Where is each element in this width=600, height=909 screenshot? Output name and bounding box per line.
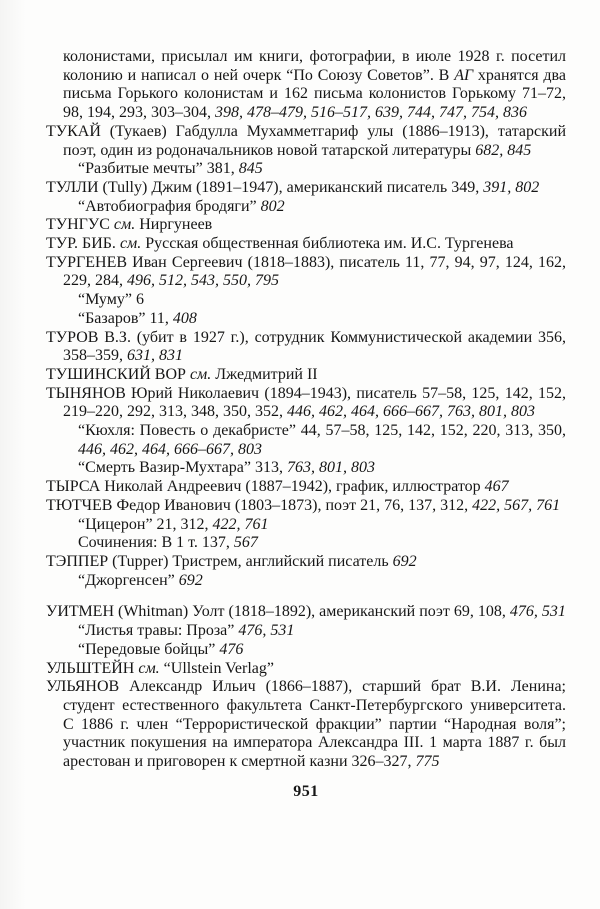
text-segment: Сочинения: В 1 т. 137, <box>78 534 234 552</box>
italic-text-segment: 763, 801, 803 <box>286 459 375 477</box>
italic-text-segment: 631, 831 <box>127 347 183 365</box>
italic-text-segment: 567 <box>233 534 258 552</box>
index-subentry <box>46 310 566 329</box>
page-number: 951 <box>293 782 319 800</box>
text-segment: “Передовые бойцы” <box>78 640 220 658</box>
index-subentry <box>46 534 566 553</box>
italic-text-segment: 422, 567, 761 <box>472 496 561 514</box>
italic-text-segment: 398, 478–479, 516–517, 639, 744, 747, 754, 836 <box>215 104 527 122</box>
text-segment: “Листья травы: Проза” <box>78 622 239 640</box>
italic-text-segment: 476 <box>219 640 244 658</box>
text-segment: ТУКАЙ (Тукаев) Габдулла Мухамметгариф улы (1886–1913), татарский поэт, один из родоначальников новой татарской литературы <box>46 122 566 159</box>
italic-text-segment: АГ <box>454 66 474 84</box>
text-segment: “Муму” 6 <box>78 291 144 309</box>
text-segment: УЛЬШТЕЙН <box>46 659 139 677</box>
index-entry <box>46 123 566 160</box>
text-segment: ТЭППЕР (Tupper) Тристрем, английский писатель <box>46 552 393 570</box>
italic-text-segment: 391, 802 <box>483 178 540 196</box>
index-entry <box>46 235 566 254</box>
index-entry <box>46 366 566 385</box>
italic-text-segment: 467 <box>484 478 509 496</box>
index-entry <box>46 553 566 572</box>
text-segment: УЛЬЯНОВ Александр Ильич (1866–1887), старший брат В.И. Ленина; студент естественного факультета Санкт-Петербургского университета. С 1886 г. член “Террористической фракции” партии “Народная воля”; участник покушения на императора Александра III. 1 марта 1887 г. был арестован и приговорен к смертной казни 326–327, <box>46 678 566 771</box>
index-subentry <box>46 291 566 310</box>
text-segment: “Цицерон” 21, 312, <box>78 515 213 533</box>
text-segment: “Ullstein Verlag” <box>159 659 275 677</box>
index-entry <box>46 48 566 123</box>
index-subentry <box>46 622 566 641</box>
index-entry <box>46 216 566 235</box>
index-entry <box>46 660 566 679</box>
text-segment: УИТМЕН (Whitman) Уолт (1818–1892), американский поэт 69, 108, <box>46 603 510 621</box>
index-subentry <box>46 516 566 535</box>
text-segment: “Смерть Вазир-Мухтара” 313, <box>78 459 287 477</box>
index-entry <box>46 179 566 198</box>
text-segment: ТУРОВ В.З. (убит в 1927 г.), сотрудник Коммунистической академии 356, 358–359, <box>46 328 566 365</box>
text-segment: “Разбитые мечты” 381, <box>78 160 239 178</box>
index-entry <box>46 385 566 422</box>
text-segment: ТУШИНСКИЙ ВОР <box>46 365 190 383</box>
index-subentry <box>46 198 566 217</box>
italic-text-segment: 775 <box>415 753 440 771</box>
text-segment: “Автобиография бродяги” <box>78 197 261 215</box>
index-text <box>46 48 566 801</box>
italic-text-segment: 692 <box>178 571 203 589</box>
italic-text-segment: см. <box>119 235 142 253</box>
index-subentry <box>46 459 566 478</box>
italic-text-segment: 476, 531 <box>238 622 295 640</box>
italic-text-segment: см. <box>113 216 136 234</box>
text-segment: “Джоргенсен” <box>78 571 179 589</box>
text-segment: Русская общественная библиотека им. И.С. Тургенева <box>141 235 514 253</box>
index-entry <box>46 678 566 772</box>
text-segment: “Кюхля: Повесть о декабристе” 44, 57–58, 125, 142, 152, 220, 313, 350, <box>78 422 566 440</box>
text-segment: ТУЛЛИ (Tully) Джим (1891–1947), американский писатель 349, <box>46 178 484 196</box>
italic-text-segment: 422, 761 <box>212 515 269 533</box>
italic-text-segment: 802 <box>260 197 285 215</box>
text-segment: колонистами, присылал им книги, фотографии, в июле 1928 г. посетил колонию и написал о ней очерк “По Союзу Советов”. В <box>63 48 566 84</box>
italic-text-segment: 408 <box>172 309 197 327</box>
italic-text-segment: 692 <box>392 552 417 570</box>
text-segment: Лжедмитрий II <box>211 365 318 383</box>
italic-text-segment: см. <box>189 365 212 383</box>
text-segment: ТУРГЕНЕВ Иван Сергеевич (1818–1883), писатель 11, 77, 94, 97, 124, 162, 229, 284, <box>46 253 566 290</box>
index-entry <box>46 478 566 497</box>
index-subentry <box>46 572 566 591</box>
text-segment: ТЮТЧЕВ Федор Иванович (1803–1873), поэт 21, 76, 137, 312, <box>46 496 473 514</box>
italic-text-segment: 845 <box>238 160 263 178</box>
text-segment: ТЫРСА Николай Андреевич (1887–1942), график, иллюстратор <box>46 478 485 496</box>
index-subentry <box>46 422 566 459</box>
text-segment: ТЫНЯНОВ Юрий Николаевич (1894–1943), писатель 57–58, 125, 142, 152, 219–220, 292, 313, 348, 350, 352, <box>46 384 566 421</box>
index-entry <box>46 329 566 366</box>
italic-text-segment: 476, 531 <box>509 603 566 621</box>
index-entry <box>46 497 566 516</box>
italic-text-segment: 446, 462, 464, 666–667, 763, 801, 803 <box>287 403 535 421</box>
index-entry <box>46 254 566 291</box>
italic-text-segment: 446, 462, 464, 666–667, 803 <box>78 440 262 458</box>
index-entry <box>46 603 566 622</box>
italic-text-segment: 496, 512, 543, 550, 795 <box>127 272 279 290</box>
italic-text-segment: 682, 845 <box>475 141 532 159</box>
text-segment: хранятся два письма Горького колонистам и 162 письма колонистов Горькому 71–72, 98, 194, 293, 303–304, <box>63 66 566 122</box>
text-segment: “Базаров” 11, <box>78 309 173 327</box>
italic-text-segment: см. <box>138 659 160 677</box>
text-segment: Ниргунеев <box>135 216 213 234</box>
text-segment: ТУНГУС <box>46 216 114 234</box>
index-subentry <box>46 641 566 660</box>
text-segment: ТУР. БИБ. <box>46 235 120 253</box>
index-subentry <box>46 160 566 179</box>
